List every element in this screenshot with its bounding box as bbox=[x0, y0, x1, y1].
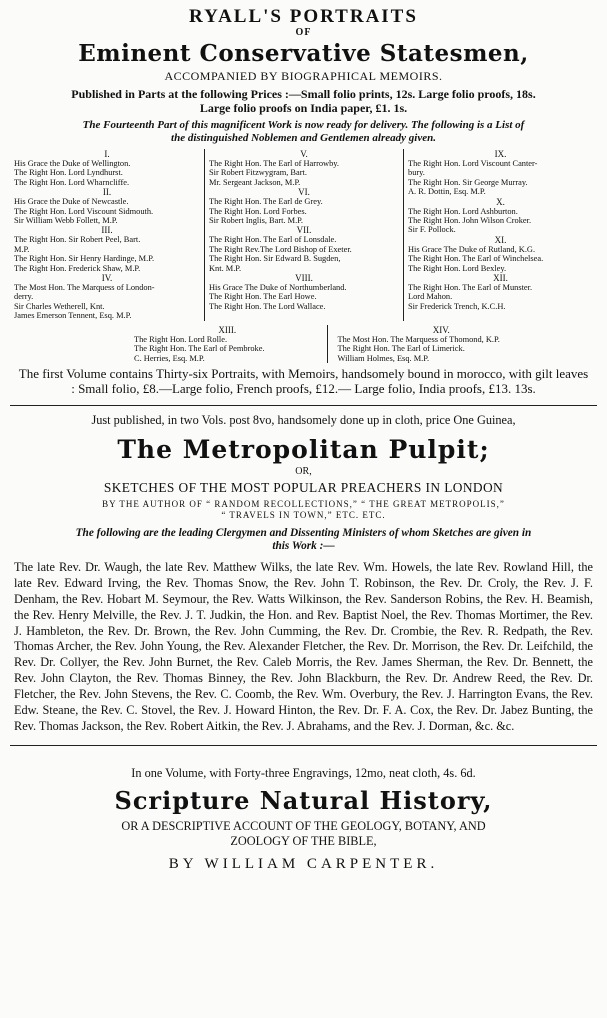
parts-grid bbox=[10, 149, 597, 321]
following-line-2: this Work :— bbox=[272, 539, 335, 552]
part-entries: The Right Hon. The Earl of Harrowby. Sir Robert Fitzwygram, Bart. Mr. Sergeant Jackson, M.P. bbox=[209, 159, 340, 187]
part-number: IX. bbox=[494, 149, 507, 159]
scripture-volume-line: In one Volume, with Forty-three Engravings, 12mo, neat cloth, 4s. 6d. bbox=[131, 765, 476, 780]
parts-grid-bottom bbox=[104, 325, 551, 363]
part-number: I. bbox=[104, 149, 110, 159]
sketches-line: SKETCHES OF THE MOST POPULAR PREACHERS IN LONDON bbox=[103, 479, 504, 495]
parts-column-5 bbox=[328, 325, 552, 363]
part-number: III. bbox=[101, 225, 113, 236]
notice-line-2: the distinguished Noblemen and Gentlemen already given. bbox=[171, 132, 436, 144]
parts-column-3 bbox=[404, 149, 597, 321]
pulpit-title: The Metropolitan Pulpit; bbox=[117, 434, 490, 464]
portraits-title: RYALL'S PORTRAITS bbox=[189, 6, 418, 27]
part-number: XIV. bbox=[432, 324, 450, 335]
part-entries: The Right Hon. The Earl of Lonsdale. The Right Rev.The Lord Bishop of Exeter. The Right Hon. Sir Edward B. Sugden, Knt. M.P. bbox=[209, 235, 352, 273]
prices-line-1: Published in Parts at the following Prices :—Small folio prints, 12s. Large folio proofs, 18s. bbox=[71, 87, 536, 101]
of-line: OF bbox=[295, 27, 312, 38]
section-divider bbox=[10, 405, 597, 406]
part-number: V. bbox=[300, 149, 308, 159]
parts-column-4 bbox=[104, 325, 328, 363]
part-number: IV. bbox=[101, 273, 113, 284]
part-number: VIII. bbox=[295, 273, 313, 284]
notice-line-1: The Fourteenth Part of this magnificent Work is now ready for delivery. The following is a List of bbox=[82, 119, 525, 131]
scripture-desc-1: OR A DESCRIPTIVE ACCOUNT OF THE GEOLOGY, BOTANY, AND bbox=[121, 818, 486, 833]
part-entries: His Grace the Duke of Newcastle. The Right Hon. Lord Viscount Sidmouth. Sir William Webb Follett, M.P. bbox=[14, 197, 154, 226]
part-number: X. bbox=[496, 196, 505, 207]
part-entries: The Most Hon. The Marquess of London- derry. Sir Charles Wetherell, Knt. James Emerson Tennent, Esq. M.P. bbox=[14, 283, 155, 321]
preachers-list: The late Rev. Dr. Waugh, the late Rev. Matthew Wilks, the late Rev. Wm. Howels, the late Rev. Rowland Hill, the late Rev. Edward Irving, the Rev. Thomas Snow, the Rev. John T. Robinson, the Rev. Dr. Croly, the Rev. J. F. Denham, the Rev. Hobart M. Seymour, the Rev. Watts Wilkinson, the Rev. Sanderson Robins, the Rev. H. Beamish, the Rev. Henry Melville, the Rev. J. T. Judkin, the Hon. and Rev. Baptist Noel, the Rev. Thomas Mortimer, the Rev. J. Hambleton, the Rev. Dr. Brown, the Rev. John Cumming, the Rev. Dr. Crombie, the Rev. R. Redpath, the Rev. Thomas Archer, the Rev. John Young, the Rev. Alexander Fletcher, the Rev. Dr. Morrison, the Rev. Dr. Leifchild, the Rev. Dr. Collyer, the Rev. John Burnet, the Rev. Caleb Morris, the Rev. James Sherman, the Rev. Dr. Bennett, the Rev. John Clayton, the Rev. Thomas Binney, the Rev. John Blackburn, the Rev. Dr. Andrew Reed, the Rev. Dr. Fletcher, the Rev. John Stevens, the Rev. C. Coomb, the Rev. Wm. Overbury, the Rev. J. Harrington Evans, the Rev. Edw. Steane, the Rev. C. Stovel, the Rev. J. Howard Hinton, the Rev. Dr. F. A. Cox, the Rev. Dr. Jabez Bunting, the Rev. Thomas Jackson, the Rev. Robert Aitkin, the Rev. J. Abrahams, and the Rev. J. Dorman, &c. &c. bbox=[14, 559, 593, 733]
parts-column-2 bbox=[204, 149, 404, 321]
or-line: OR, bbox=[295, 465, 312, 477]
part-entries: The Right Hon. Lord Rolle. The Right Hon. The Earl of Pembroke. C. Herries, Esq. M.P. bbox=[134, 334, 265, 363]
part-number: XIII. bbox=[218, 324, 237, 335]
part-number: XI. bbox=[494, 234, 507, 245]
part-number: VII. bbox=[296, 225, 312, 236]
part-entries: The Right Hon. Lord Viscount Canter- bury. The Right Hon. Sir George Murray. A. R. Dottin, Esq. M.P. bbox=[408, 159, 538, 197]
following-line-1: The following are the leading Clergymen and Dissenting Ministers of whom Sketches are given in bbox=[75, 526, 532, 539]
part-entries: The Right Hon. The Earl of Munster. Lord Mahon. Sir Frederick Trench, K.C.H. bbox=[408, 283, 533, 311]
just-published-line: Just published, in two Vols. post 8vo, handsomely done up in cloth, price One Guinea, bbox=[91, 412, 516, 427]
first-volume-paragraph: The first Volume contains Thirty-six Portraits, with Memoirs, handsomely bound in morocco, with gilt leaves : Small folio, £8.—Large folio, French proofs, £12.— Large folio, India proofs, £13. 13s. bbox=[18, 365, 589, 397]
part-entries: The Most Hon. The Marquess of Thomond, K.P. The Right Hon. The Earl of Limerick. William Holmes, Esq. M.P. bbox=[337, 334, 500, 363]
part-entries: His Grace The Duke of Rutland, K.G. The Right Hon. The Earl of Winchelsea. The Right Hon. Lord Bexley. bbox=[408, 244, 544, 273]
accompanied-line: ACCOMPANIED BY BIOGRAPHICAL MEMOIRS. bbox=[164, 69, 443, 83]
part-number: XII. bbox=[493, 273, 508, 284]
part-number: II. bbox=[102, 187, 112, 198]
prices-line-2: Large folio proofs on India paper, £1. 1s. bbox=[199, 101, 408, 115]
part-entries: His Grace The Duke of Northumberland. The Right Hon. The Earl Howe. The Right Hon. The Lord Wallace. bbox=[209, 283, 347, 311]
author-line: BY WILLIAM CARPENTER. bbox=[168, 855, 439, 872]
section-divider bbox=[10, 745, 597, 746]
statesmen-title: Eminent Conservative Statesmen, bbox=[78, 40, 529, 67]
part-entries: The Right Hon. Lord Ashburton. The Right Hon. John Wilson Croker. Sir F. Pollock. bbox=[408, 206, 532, 235]
scripture-desc-2: ZOOLOGY OF THE BIBLE, bbox=[230, 833, 377, 848]
scripture-title: Scripture Natural History, bbox=[114, 785, 493, 815]
part-entries: The Right Hon. Sir Robert Peel, Bart. M.P. The Right Hon. Sir Henry Hardinge, M.P. The Right Hon. Frederick Shaw, M.P. bbox=[14, 235, 155, 273]
part-entries: His Grace the Duke of Wellington. The Right Hon. Lord Lyndhurst. The Right Hon. Lord Wharncliffe. bbox=[14, 159, 131, 187]
part-entries: The Right Hon. The Earl de Grey. The Right Hon. Lord Forbes. Sir Robert Inglis, Bart. M.P. bbox=[209, 197, 323, 226]
byline-2: “ TRAVELS IN TOWN,” ETC. ETC. bbox=[221, 509, 386, 520]
parts-column-1 bbox=[10, 149, 204, 321]
part-number: VI. bbox=[298, 187, 310, 198]
byline-1: BY THE AUTHOR OF “ RANDOM RECOLLECTIONS,” “ THE GREAT METROPOLIS,” bbox=[102, 498, 505, 509]
